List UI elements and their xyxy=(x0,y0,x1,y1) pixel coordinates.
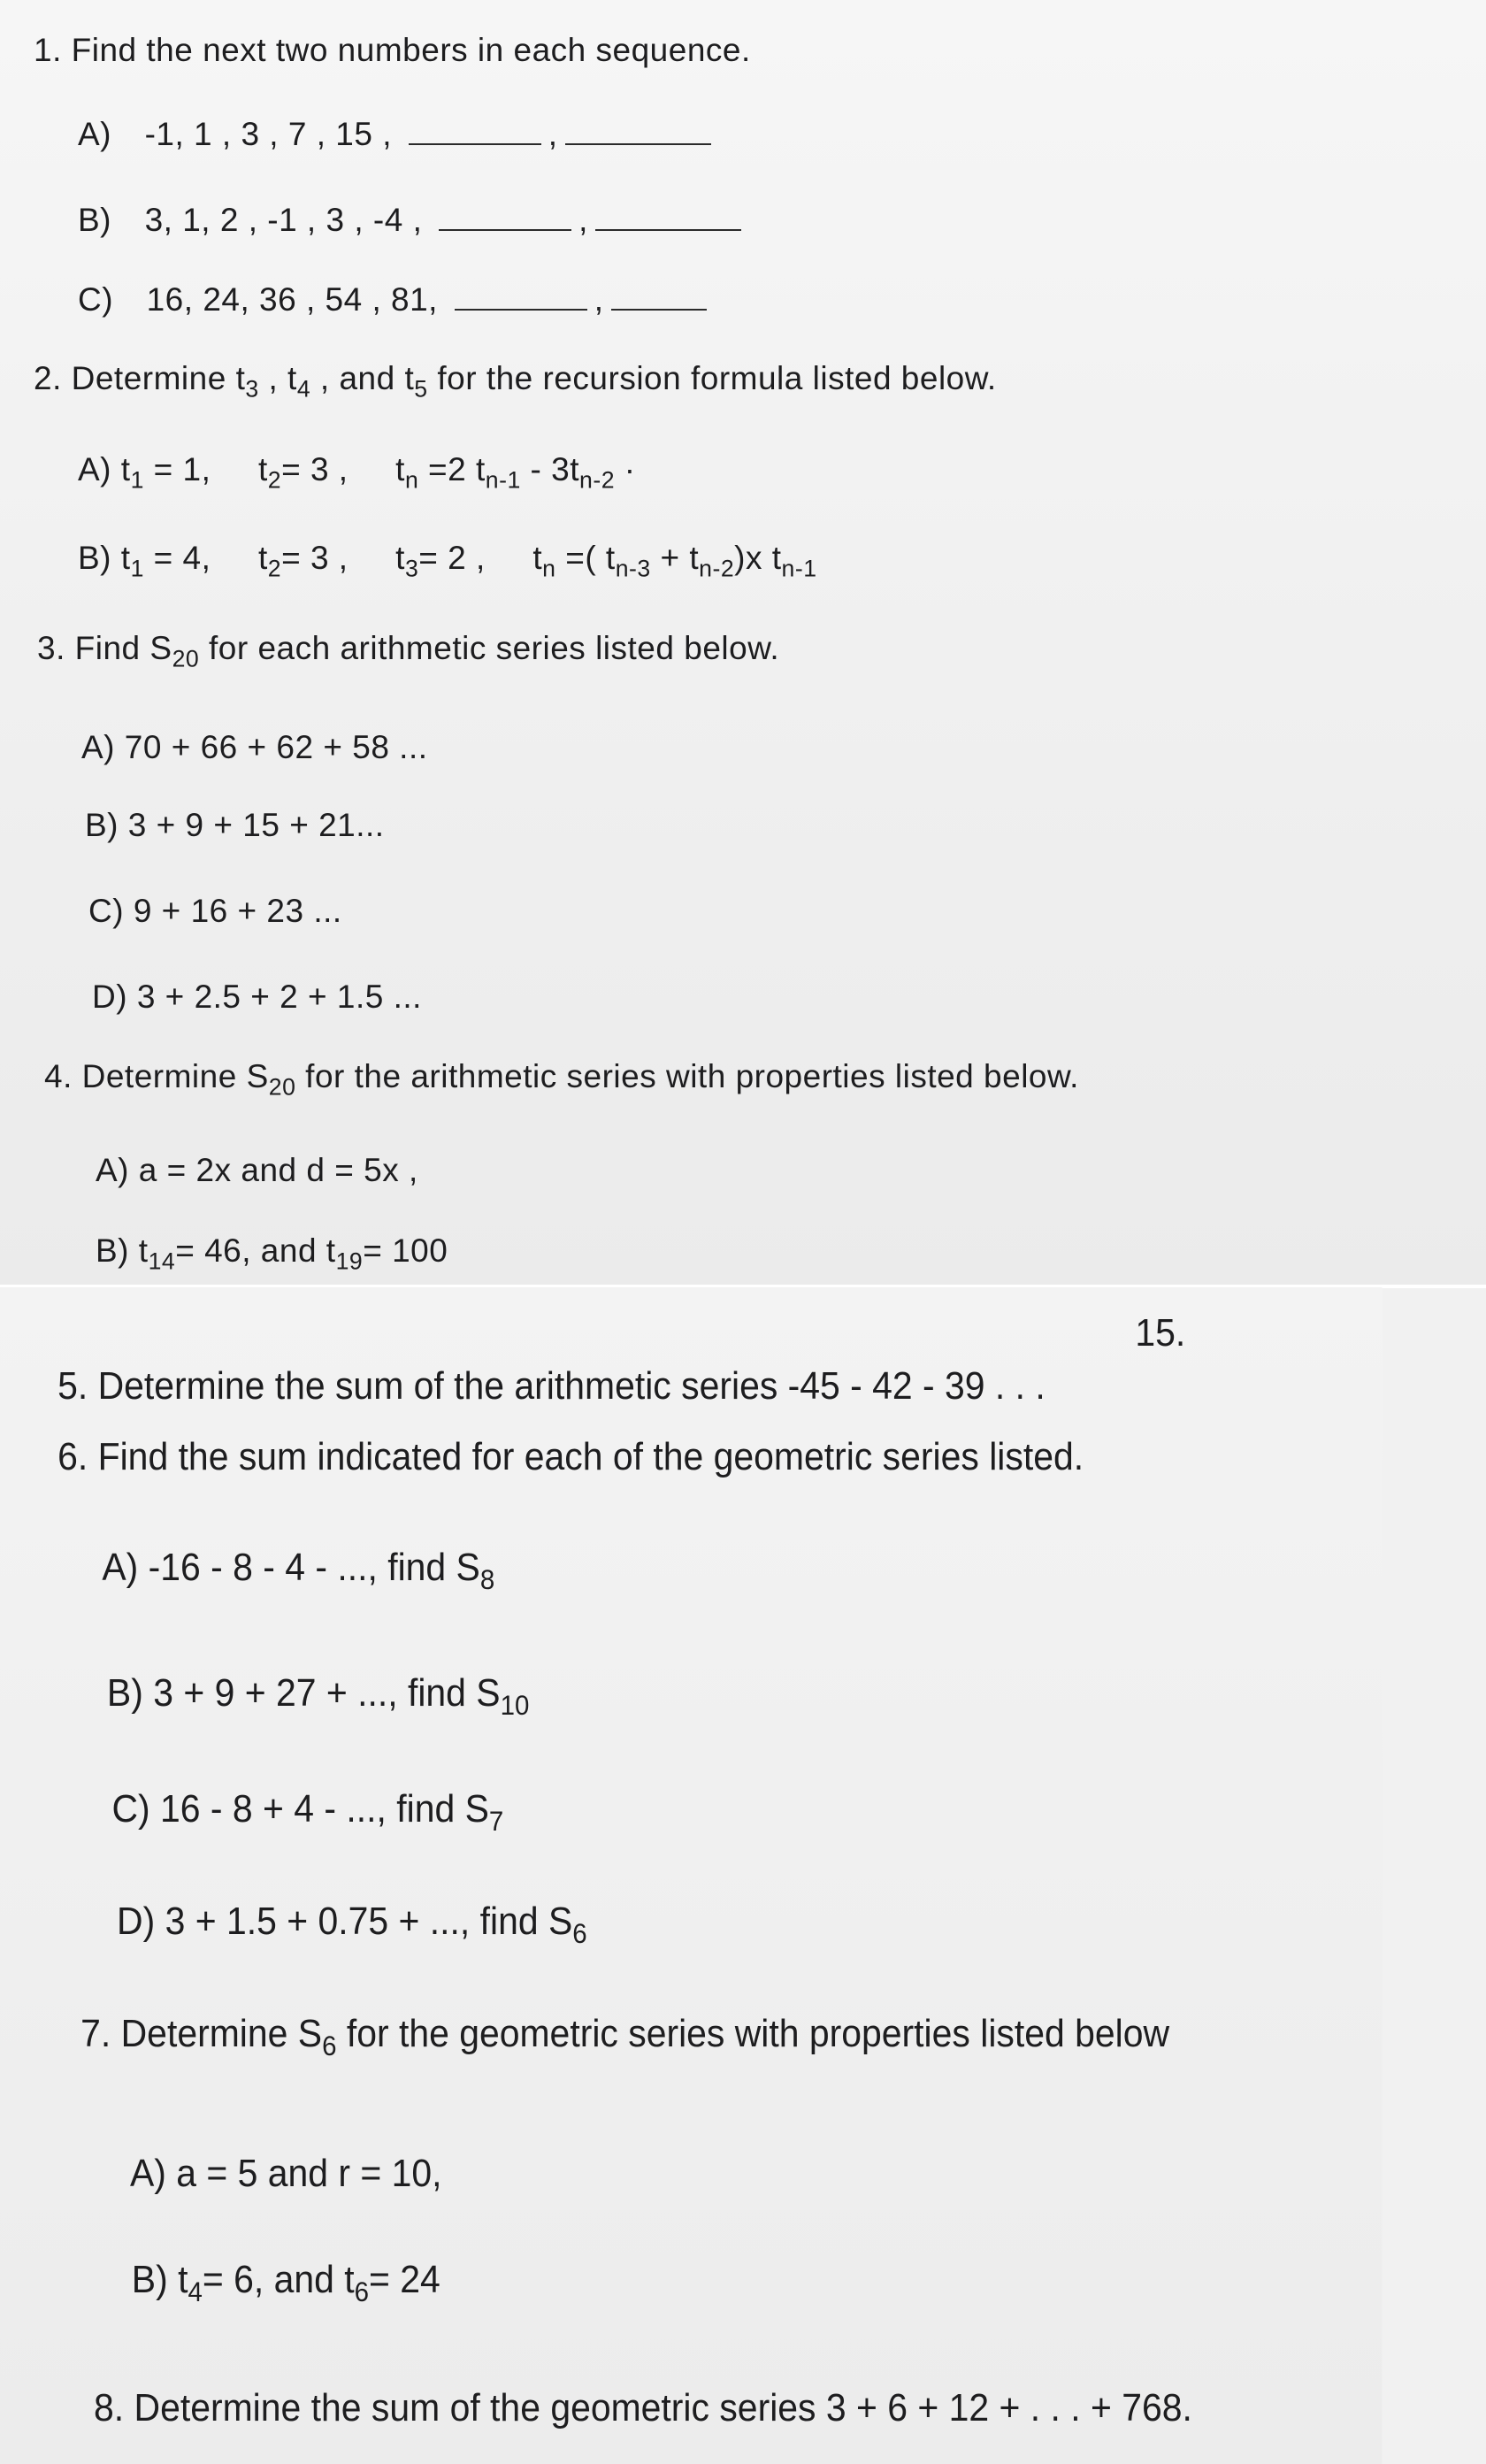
q2-sub-3: 3 xyxy=(245,375,259,403)
q1a-blank-2[interactable] xyxy=(565,143,711,145)
q3-prompt xyxy=(37,630,780,672)
q2-sub-5: 5 xyxy=(414,375,428,403)
q4-prompt-part: for the arithmetic series with properties listed below. xyxy=(295,1058,1079,1094)
q2a-formula-part: · xyxy=(615,451,636,487)
q6a-item xyxy=(102,1546,495,1596)
q2b-sub: 1 xyxy=(130,555,144,582)
q7-sub: 6 xyxy=(322,2030,337,2062)
q1c-label: C) xyxy=(78,281,114,318)
q4-prompt-part: 4. Determine S xyxy=(44,1058,269,1094)
q2b-t2: t xyxy=(257,540,268,576)
q7-prompt-part: 7. Determine S xyxy=(80,2012,323,2055)
q2a-label: A) t xyxy=(78,451,131,487)
q2b-sub: 2 xyxy=(267,555,282,582)
q2a-sub: n-2 xyxy=(579,466,615,494)
q6d-text: D) 3 + 1.5 + 0.75 + ..., find S xyxy=(117,1900,573,1943)
q2b-t3-value: = 2 , xyxy=(418,540,486,576)
q6a-sub: 8 xyxy=(479,1563,495,1596)
q7b-sub: 6 xyxy=(354,2276,370,2308)
q2b-t2-value: = 3 , xyxy=(281,540,349,576)
q1b-blank-2[interactable] xyxy=(595,229,741,231)
q7a-item: A) a = 5 and r = 10, xyxy=(129,2152,442,2195)
q1b-item xyxy=(78,203,748,236)
q2b-sub: 3 xyxy=(404,555,419,582)
q6b-item xyxy=(106,1671,530,1722)
q1c-item xyxy=(78,283,714,316)
q1a-sequence: -1, 1 , 3 , 7 , 15 , xyxy=(144,116,392,152)
q6c-item xyxy=(111,1787,504,1838)
q2-prompt-part: for the recursion formula listed below. xyxy=(427,360,997,396)
q3b-series: B) 3 + 9 + 15 + 21... xyxy=(85,807,385,843)
q1a-blank-1[interactable] xyxy=(409,143,541,145)
q4b-sub: 19 xyxy=(335,1247,364,1275)
q2a-sub: n-1 xyxy=(485,466,521,494)
q2-prompt-part: , and t xyxy=(310,360,415,396)
q2a-item xyxy=(78,451,636,494)
q3d-series: D) 3 + 2.5 + 2 + 1.5 ... xyxy=(92,979,422,1015)
q3-sub: 20 xyxy=(172,645,200,672)
q2a-tn: t xyxy=(395,451,405,487)
q6b-sub: 10 xyxy=(500,1689,530,1722)
q1a-item xyxy=(78,118,718,150)
q3-prompt-part: for each arithmetic series listed below. xyxy=(199,630,780,666)
q2a-formula-part: =2 t xyxy=(418,451,486,487)
q4-prompt xyxy=(44,1058,1079,1101)
q2b-item xyxy=(78,540,817,582)
q2b-formula-part: + t xyxy=(650,540,700,576)
q2a-sub: 1 xyxy=(130,466,144,494)
q7b-item xyxy=(131,2258,440,2308)
q2b-t1-value: = 4, xyxy=(143,540,211,576)
q3-prompt-part: 3. Find S xyxy=(37,630,172,666)
q2-prompt-part: 2. Determine t xyxy=(34,360,246,396)
q4-sub: 20 xyxy=(268,1073,296,1101)
q7-prompt-part: for the geometric series with properties listed below xyxy=(336,2012,1170,2055)
q7b-sub: 4 xyxy=(188,2276,203,2308)
q1-prompt: 1. Find the next two numbers in each sequence. xyxy=(34,32,751,68)
q6a-text: A) -16 - 8 - 4 - ..., find S xyxy=(102,1546,480,1589)
q2b-label: B) t xyxy=(78,540,131,576)
q1b-sequence: 3, 1, 2 , -1 , 3 , -4 , xyxy=(144,202,423,238)
q6c-text: C) 16 - 8 + 4 - ..., find S xyxy=(111,1787,489,1831)
q1c-comma: , xyxy=(594,281,604,318)
q4b-part: B) t xyxy=(96,1232,149,1269)
q2a-t2-value: = 3 , xyxy=(281,451,349,487)
q6-prompt: 6. Find the sum indicated for each of the geometric series listed. xyxy=(57,1435,1084,1478)
q1b-blank-1[interactable] xyxy=(439,229,571,231)
q2-prompt xyxy=(34,360,997,403)
q2b-formula-part: )x t xyxy=(734,540,782,576)
q4b-part: = 46, and t xyxy=(175,1232,336,1269)
q6c-sub: 7 xyxy=(488,1805,504,1838)
q1a-label: A) xyxy=(78,116,111,152)
q7b-part: = 6, and t xyxy=(202,2258,355,2301)
q7b-part: = 24 xyxy=(369,2258,440,2301)
q1c-blank-2[interactable] xyxy=(611,309,707,311)
q2a-t1-value: = 1, xyxy=(143,451,211,487)
q2b-formula-part: =( t xyxy=(555,540,616,576)
q7b-part: B) t xyxy=(131,2258,188,2301)
q1b-label: B) xyxy=(78,202,111,238)
q2b-sub: n-3 xyxy=(615,555,651,582)
q1a-comma: , xyxy=(548,116,558,152)
q1b-comma: , xyxy=(578,202,588,238)
q3a-series: A) 70 + 66 + 62 + 58 ... xyxy=(81,729,428,765)
q5-end-value: 15. xyxy=(1135,1311,1186,1355)
q4b-sub: 14 xyxy=(148,1247,176,1275)
q2b-tn: t xyxy=(532,540,543,576)
q2-prompt-part: , t xyxy=(258,360,297,396)
q4b-item xyxy=(96,1232,448,1275)
q1c-blank-1[interactable] xyxy=(455,309,587,311)
q6b-text: B) 3 + 9 + 27 + ..., find S xyxy=(106,1671,501,1715)
q5-prompt: 5. Determine the sum of the arithmetic series -45 - 42 - 39 . . . xyxy=(57,1364,1046,1408)
q4a-item: A) a = 2x and d = 5x , xyxy=(96,1152,418,1188)
q2-sub-4: 4 xyxy=(296,375,311,403)
q6d-sub: 6 xyxy=(572,1917,587,1950)
q2a-formula-part: - 3t xyxy=(520,451,580,487)
q3c-series: C) 9 + 16 + 23 ... xyxy=(88,893,342,929)
q2b-sub: n-1 xyxy=(781,555,817,582)
worksheet-bottom-photo xyxy=(0,1287,1382,2464)
q2b-sub: n xyxy=(542,555,556,582)
q7-prompt xyxy=(80,2012,1170,2062)
q6d-item xyxy=(117,1900,587,1950)
q8-prompt: 8. Determine the sum of the geometric series 3 + 6 + 12 + . . . + 768. xyxy=(94,2386,1192,2429)
q2a-sub: 2 xyxy=(267,466,282,494)
q2b-sub: n-2 xyxy=(699,555,735,582)
q4b-part: = 100 xyxy=(363,1232,448,1269)
q2a-sub: n xyxy=(404,466,419,494)
q2b-t3: t xyxy=(395,540,405,576)
q2a-t2: t xyxy=(257,451,268,487)
q1c-sequence: 16, 24, 36 , 54 , 81, xyxy=(146,281,438,318)
